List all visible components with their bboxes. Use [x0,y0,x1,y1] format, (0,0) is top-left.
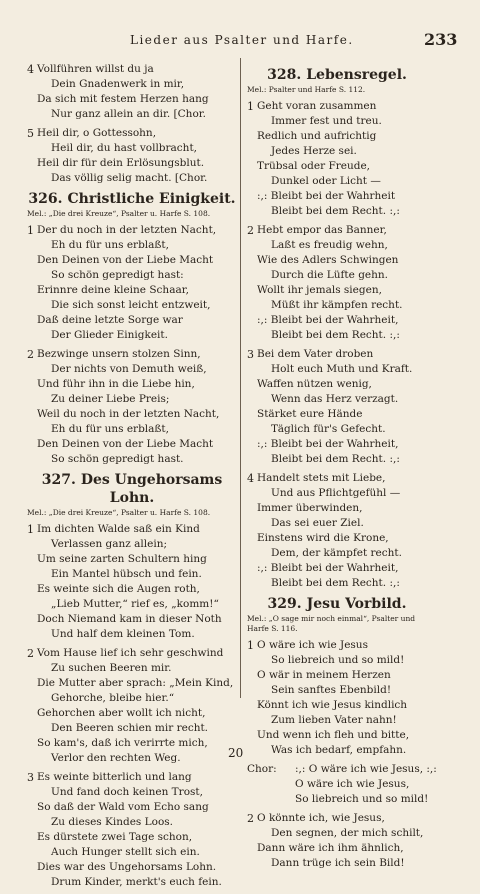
page-number: 233 [424,30,458,49]
stanza-lines [37,126,237,186]
stanza [247,223,427,343]
hymn-title [247,66,427,84]
verse-line: Wie des Adlers Schwingen [257,254,399,266]
hymn-name: Des Ungehorsams Lohn. [80,472,223,506]
verse-line: Zu dieses Kindes Loos. [51,816,173,828]
verse-line: Den Beeren schien mir recht. [51,722,209,734]
melody-reference: Mel.: „Die drei Kreuze“, Psalter u. Harfe S. 108. [27,209,211,218]
verse-number: 5 [27,127,34,140]
stanza-lines [37,347,237,467]
hymn-329 [247,595,437,871]
verse-line: Bleibt bei dem Recht. :,: [271,329,400,341]
verse-line: Gehorchen aber wollt ich nicht, [37,707,206,719]
verse-line: Da sich mit festem Herzen hang [37,93,209,105]
hymn-number: 327. [41,472,76,488]
verse-line: Bezwinge unsern stolzen Sinn, [37,348,201,360]
stanza [27,223,237,343]
chorus-line: :,: O wäre ich wie Jesus, :,: [295,763,437,775]
stanza-lines [257,99,427,219]
stanza-lines [257,347,427,467]
stanza [27,347,237,467]
verse-line: Sein sanftes Ebenbild! [271,684,392,696]
verse-line: Hebt empor das Banner, [257,224,387,236]
verse-line: Bleibt bei dem Recht. :,: [271,577,400,589]
verse-line: Zum lieben Vater nahn! [271,714,397,726]
verse-line: Gehorche, bleibe hier.“ [51,692,175,704]
verse-line: Holt euch Muth und Kraft. [271,363,413,375]
hymn-326 [27,190,237,467]
chorus-line: So liebreich und so mild! [295,793,429,805]
hymn-name: Lebensregel. [306,67,407,83]
verse-line: Daß deine letzte Sorge war [37,314,183,326]
verse-line: Wollt ihr jemals siegen, [257,284,382,296]
signature-number: 20 [228,746,244,760]
verse-line: Die Mutter aber sprach: „Mein Kind, [37,677,234,689]
verse-number: 1 [27,523,34,536]
verse-number: 2 [27,647,34,660]
stanza-lines [257,811,427,871]
verse-line: Die sich sonst leicht entzweit, [51,299,211,311]
verse-line: Und wenn ich fleh und bitte, [257,729,410,741]
verse-line: Was ich bedarf, empfahn. [271,744,407,756]
verse-line: Dann wäre ich ihm ähnlich, [257,842,404,854]
verse-line: Durch die Lüfte gehn. [271,269,389,281]
verse-line: Das sei euer Ziel. [271,517,364,529]
hymn-name: Jesu Vorbild. [306,596,407,612]
stanza [247,99,427,219]
verse-line: Wenn das Herz verzagt. [271,393,399,405]
verse-number: 1 [247,100,254,113]
left-column [27,62,237,894]
stanza-lines [37,62,237,122]
stanza-lines [257,223,427,343]
verse-line: Dein Gnadenwerk in mir, [51,78,185,90]
verse-number: 3 [247,348,254,361]
stanza-lines [37,646,237,766]
stanza [247,811,427,871]
verse-line: Immer überwinden, [257,502,363,514]
verse-line: :,: Bleibt bei der Wahrheit, [257,438,399,450]
verse-line: So daß der Wald vom Echo sang [37,801,209,813]
running-header: Lieder aus Psalter und Harfe. [130,33,354,47]
continued-stanzas [27,62,237,186]
verse-line: Heil dir für dein Erlösungsblut. [37,157,205,169]
stanza [27,126,237,186]
verse-line: Und fand doch keinen Trost, [51,786,203,798]
verse-line: Geht voran zusammen [257,100,377,112]
verse-line: Dem, der kämpfet recht. [271,547,402,559]
stanza-lines [257,471,427,591]
verse-line: Waffen nützen wenig, [257,378,372,390]
verse-line: Und führ ihn in die Liebe hin, [37,378,195,390]
melody-reference: Mel.: „O sage mir noch einmal“, Psalter und Harfe S. 116. [247,614,416,633]
verse-line: Bei dem Vater droben [257,348,374,360]
verse-line: So kam's, daß ich verirrte mich, [37,737,208,749]
verse-line: Den Deinen von der Liebe Macht [37,438,214,450]
hymn-number: 326. [28,191,63,207]
stanza-lines [257,638,427,758]
verse-line: Auch Hunger stellt sich ein. [51,846,200,858]
verse-line: Einstens wird die Krone, [257,532,389,544]
verse-number: 4 [27,63,34,76]
verse-line: Jedes Herze sei. [271,145,357,157]
verse-line: Um seine zarten Schultern hing [37,553,207,565]
verse-line: Der du noch in der letzten Nacht, [37,224,217,236]
chorus [247,762,437,807]
stanza [27,522,237,642]
right-column [247,62,437,875]
verse-line: Eh du für uns erblaßt, [51,239,169,251]
verse-number: 2 [247,812,254,825]
melody-reference: Mel.: „Die drei Kreuze“, Psalter u. Harfe S. 108. [27,508,211,517]
verse-line: Handelt stets mit Liebe, [257,472,386,484]
verse-line: Eh du für uns erblaßt, [51,423,169,435]
verse-line: Ein Mantel hübsch und fein. [51,568,202,580]
verse-number: 4 [247,472,254,485]
verse-line: Den Deinen von der Liebe Macht [37,254,214,266]
stanza-lines [37,770,237,890]
verse-line: Bleibt bei dem Recht. :,: [271,205,400,217]
verse-line: Dies war des Ungehorsams Lohn. [37,861,217,873]
verse-line: Täglich für's Gefecht. [271,423,386,435]
verse-line: Nur ganz allein an dir. [Chor. [51,108,206,120]
verse-line: Es weinte bitterlich und lang [37,771,192,783]
verse-line: :,: Bleibt bei der Wahrheit [257,190,396,202]
verse-line: Und aus Pflichtgefühl — [271,487,401,499]
verse-line: Heil dir, du hast vollbracht, [51,142,198,154]
verse-line: Bleibt bei dem Recht. :,: [271,453,400,465]
verse-line: Heil dir, o Gottessohn, [37,127,157,139]
hymn-number: 329. [267,596,302,612]
verse-line: Redlich und aufrichtig [257,130,377,142]
hymn-title [27,190,237,208]
hymn-title [27,471,237,507]
verse-line: Könnt ich wie Jesus kindlich [257,699,408,711]
stanza [27,62,237,122]
melody-reference: Mel.: Psalter und Harfe S. 112. [247,85,366,94]
chorus-label: Chor: [247,763,277,775]
verse-line: Den segnen, der mich schilt, [271,827,424,839]
verse-line: Der Glieder Einigkeit. [51,329,168,341]
verse-line: Es dürstete zwei Tage schon, [37,831,193,843]
verse-line: :,: Bleibt bei der Wahrheit, [257,562,399,574]
verse-number: 2 [247,224,254,237]
stanza-lines [37,223,237,343]
verse-line: Erinnre deine kleine Schaar, [37,284,189,296]
verse-line: Vollführen willst du ja [37,63,154,75]
verse-line: Drum Kinder, merkt's euch fein. [51,876,222,888]
verse-line: O wär in meinem Herzen [257,669,391,681]
verse-line: Dann trüge ich sein Bild! [271,857,405,869]
chorus-lines [295,762,437,807]
verse-line: „Lieb Mutter,“ rief es, „komm!“ [51,598,219,610]
verse-line: Zu deiner Liebe Preis; [51,393,170,405]
verse-line: Zu suchen Beeren mir. [51,662,172,674]
verse-line: So liebreich und so mild! [271,654,405,666]
verse-line: Der nichts von Demuth weiß, [51,363,207,375]
verse-line: Doch Niemand kam in dieser Noth [37,613,222,625]
verse-line: Verlassen ganz allein; [51,538,168,550]
verse-line: Das völlig selig macht. [Chor. [51,172,208,184]
verse-line: Müßt ihr kämpfen recht. [271,299,403,311]
verse-line: Trübsal oder Freude, [257,160,371,172]
verse-line: So schön gepredigt hast. [51,453,184,465]
verse-line: So schön gepredigt hast: [51,269,184,281]
hymn-327 [27,471,237,890]
verse-line: Es weinte sich die Augen roth, [37,583,200,595]
verse-line: Laßt es freudig wehn, [271,239,388,251]
stanza [27,770,237,890]
verse-line: O wäre ich wie Jesus [257,639,368,651]
hymn-328 [247,66,427,591]
verse-line: Im dichten Walde saß ein Kind [37,523,200,535]
stanza [27,646,237,766]
verse-number: 1 [27,224,34,237]
verse-line: Und half dem kleinen Tom. [51,628,195,640]
stanza [247,471,427,591]
verse-line: Vom Hause lief ich sehr geschwind [37,647,224,659]
verse-number: 2 [27,348,34,361]
column-divider [240,58,241,698]
hymn-name: Christliche Einigkeit. [67,191,236,207]
stanza [247,638,427,758]
verse-line: Immer fest und treu. [271,115,382,127]
hymn-number: 328. [267,67,302,83]
stanza-lines [37,522,237,642]
verse-line: :,: Bleibt bei der Wahrheit, [257,314,399,326]
verse-line: Weil du noch in der letzten Nacht, [37,408,220,420]
verse-number: 1 [247,639,254,652]
hymn-title [247,595,427,613]
verse-line: Verlor den rechten Weg. [51,752,181,764]
stanza [247,347,427,467]
chorus-line: O wäre ich wie Jesus, [295,778,410,790]
verse-number: 3 [27,771,34,784]
verse-line: Dunkel oder Licht — [271,175,381,187]
verse-line: O könnte ich, wie Jesus, [257,812,385,824]
verse-line: Stärket eure Hände [257,408,363,420]
